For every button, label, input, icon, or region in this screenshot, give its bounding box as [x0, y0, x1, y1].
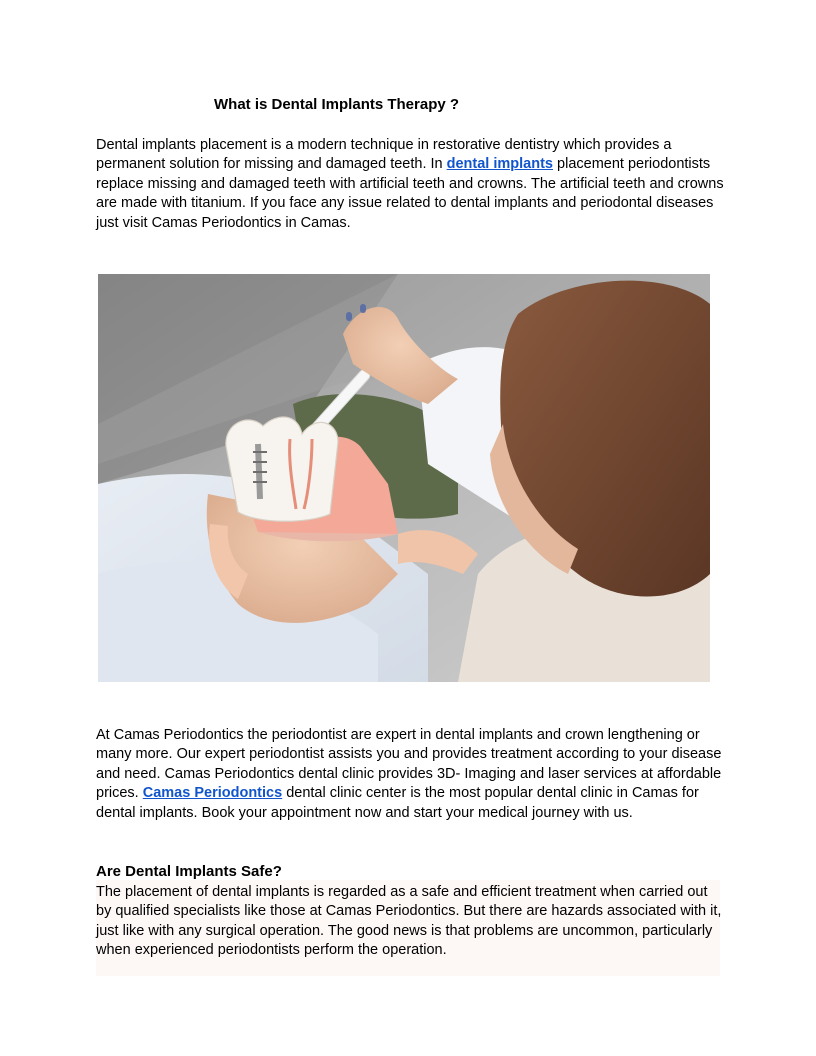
safety-paragraph: The placement of dental implants is regarded as a safe and efficient treatment when carried out by qualified specialists like those at Camas Periodontics. But there are hazards associated with it, just like with any surgical operation. The good news is that problems are uncommon, particularly when experienced periodontists perform the operation. — [96, 884, 722, 959]
intro-paragraph — [96, 136, 724, 233]
page-title: What is Dental Implants Therapy ? — [214, 96, 460, 113]
clinic-text-start: At Camas Periodontics the periodontist are expert in dental implants and crown lengthening or many more. Our expert periodontist assists you and provides treatment according to your disease and need. Camas Periodontics dental clinic provides 3D- Imaging and laser services at affordable prices. — [96, 727, 722, 802]
dental-implants-link[interactable]: dental implants — [446, 156, 553, 173]
intro-text-end: placement periodontists replace missing and damaged teeth with artificial teeth and crowns. The artificial teeth and crowns are made with titanium. If you face any issue related to dental implants and periodontal diseases just visit Camas Periodontics in Camas. — [96, 156, 724, 231]
intro-text-start: Dental implants placement is a modern technique in restorative dentistry which provides a permanent solution for missing and damaged teeth. In — [96, 137, 672, 173]
dental-implant-photo — [98, 274, 710, 682]
safety-heading: Are Dental Implants Safe? — [96, 863, 282, 880]
clinic-paragraph — [96, 726, 724, 823]
clinic-text-end: dental clinic center is the most popular dental clinic in Camas for dental implants. Book your appointment now and start your medical journey with us. — [96, 785, 699, 821]
camas-periodontics-link[interactable]: Camas Periodontics — [142, 785, 283, 802]
